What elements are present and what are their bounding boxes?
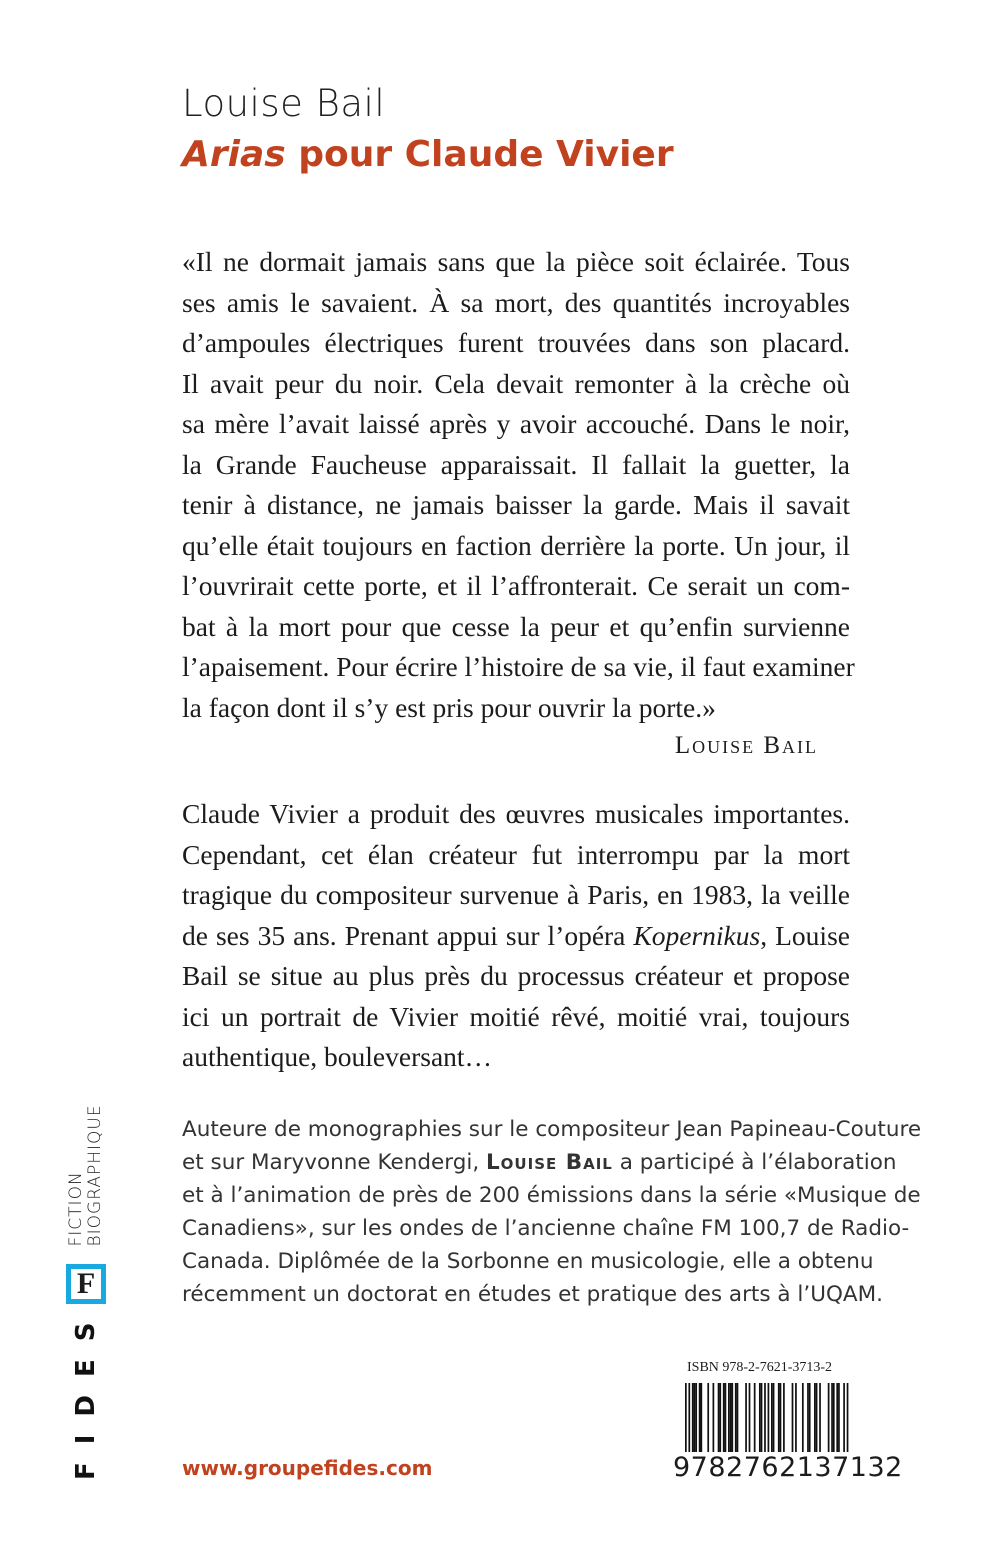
quote-line: qu’elle était toujours en faction derrière la porte. Un jour, il: [182, 529, 850, 561]
barcode-bar: [828, 1383, 830, 1453]
bio-line: Canada. Diplômée de la Sorbonne en musicologie, elle a obtenu: [182, 1249, 874, 1274]
barcode-bar: [759, 1383, 761, 1453]
barcode-bar: [730, 1383, 732, 1453]
title-rest: pour Claude Vivier: [285, 134, 674, 175]
summary-line: Cependant, cet élan créateur fut interrompu par la mort: [182, 838, 850, 870]
barcode-bar: [692, 1383, 694, 1453]
author-bio: [182, 1113, 922, 1311]
author-name-inline: Louise Bail: [485, 1150, 613, 1175]
barcode-bar: [783, 1383, 785, 1453]
barcode-bar: [802, 1383, 804, 1453]
barcode-bar: [731, 1383, 733, 1453]
quote-line: Il avait peur du noir. Cela devait remonter à la crèche où: [182, 367, 850, 399]
author-name: Louise Bail: [182, 82, 386, 125]
barcode-bar: [725, 1383, 727, 1453]
collection-line: BIOGRAPHIQUE: [85, 1104, 105, 1247]
ean-number: 9782762137132: [673, 1452, 903, 1483]
barcode-bar: [718, 1383, 720, 1453]
summary-line: ici un portrait de Vivier moitié rêvé, moitié vrai, toujours: [182, 1000, 850, 1032]
barcode-bar: [814, 1383, 816, 1453]
quote-line: l’ouvrirait cette porte, et il l’affronterait. Ce serait un com-: [182, 570, 850, 601]
quote-line: bat à la mort pour que cesse la peur et qu’enfin survienne: [182, 610, 850, 642]
barcode-bar: [695, 1383, 697, 1453]
quote-line: la Grande Faucheuse apparaissait. Il fallait la guetter, la: [182, 448, 850, 480]
quote-line: la façon dont il s’y est pris pour ouvrir la porte.»: [182, 691, 716, 723]
quote-block: [182, 242, 855, 728]
barcode-bar: [723, 1383, 725, 1453]
summary-line: tragique du compositeur survenue à Paris, en 1983, la veille: [182, 879, 850, 910]
quote-line: tenir à distance, ne jamais baisser la garde. Mais il savait: [182, 489, 850, 520]
summary-line: Bail se situe au plus près du processus créateur et propose: [182, 960, 850, 991]
summary-block: [182, 794, 850, 1078]
text: et sur Maryvonne Kendergi,: [182, 1150, 486, 1175]
bio-line: [182, 1146, 897, 1179]
quote-line: «Il ne dormait jamais sans que la pièce soit éclairée. Tous: [182, 246, 850, 277]
barcode-bar: [737, 1383, 739, 1453]
website-link[interactable]: www.groupefides.com: [182, 1456, 433, 1480]
barcode-bar: [836, 1383, 838, 1453]
barcode-bar: [707, 1383, 709, 1453]
barcode-bar: [838, 1383, 840, 1453]
bio-line: Auteure de monographies sur le compositeur Jean Papineau-Couture: [182, 1117, 922, 1142]
barcode-bar: [694, 1383, 696, 1453]
barcode-bar: [735, 1383, 737, 1453]
quote-line: ses amis le savaient. À sa mort, des quantités incroyables: [182, 286, 850, 318]
text: de ses 35 ans. Prenant appui sur l’opéra: [182, 919, 634, 951]
publisher-spine-logo: [66, 1104, 106, 1480]
title-italic: Arias: [182, 134, 286, 175]
opera-title: Kopernikus: [633, 919, 761, 951]
summary-line: authentique, bouleversant…: [182, 1041, 493, 1072]
publisher-name: FIDES: [71, 1304, 101, 1480]
bio-line: récemment un doctorat en études et pratique des arts à l’UQAM.: [182, 1282, 883, 1307]
barcode-bar: [700, 1383, 702, 1453]
text: a participé à l’élaboration: [612, 1150, 897, 1175]
text: , Louise: [760, 919, 850, 951]
barcode-bar: [816, 1383, 818, 1453]
bio-line: et à l’animation de près de 200 émissions dans la série «Musique de: [182, 1183, 921, 1208]
barcode-bar: [809, 1383, 811, 1453]
barcode-bar: [780, 1383, 782, 1453]
barcode-bar: [792, 1383, 794, 1453]
quote-signature: Louise Bail: [674, 732, 818, 759]
barcode-bar: [749, 1383, 751, 1453]
collection-name: [67, 1104, 105, 1246]
barcode-bar: [699, 1383, 701, 1453]
ean-digits: [672, 1452, 904, 1483]
bio-line: Canadiens», sur les ondes de l’ancienne chaîne FM 100,7 de Radio-: [182, 1216, 910, 1241]
summary-line: [182, 916, 850, 957]
barcode-bar: [819, 1383, 821, 1453]
collection-logo-icon: F: [66, 1264, 106, 1304]
barcode-bar: [761, 1383, 763, 1453]
quote-line: d’ampoules électriques furent trouvées dans son placard.: [182, 327, 850, 358]
barcode-bar: [773, 1383, 775, 1453]
barcode-bar: [713, 1383, 715, 1453]
book-title: [182, 134, 674, 175]
quote-line: sa mère l’avait laissé après y avoir accouché. Dans le noir,: [182, 408, 850, 439]
barcode-bar: [754, 1383, 756, 1453]
quote-line: l’apaisement. Pour écrire l’histoire de sa vie, il faut examiner: [182, 651, 855, 682]
barcode-bar: [719, 1383, 721, 1453]
barcode-bar: [745, 1383, 747, 1453]
isbn-text: ISBN 978-2-7621-3713-2: [687, 1360, 833, 1375]
barcode-bar: [833, 1383, 835, 1453]
barcode-bar: [771, 1383, 773, 1453]
collection-line: FICTION: [66, 1171, 86, 1247]
barcode-bar: [831, 1383, 833, 1453]
summary-line: Claude Vivier a produit des œuvres musicales importantes.: [182, 798, 850, 829]
barcode-bar: [807, 1383, 809, 1453]
barcode-bar: [728, 1383, 730, 1453]
barcode-bar: [778, 1383, 780, 1453]
barcode-bar: [795, 1383, 797, 1453]
